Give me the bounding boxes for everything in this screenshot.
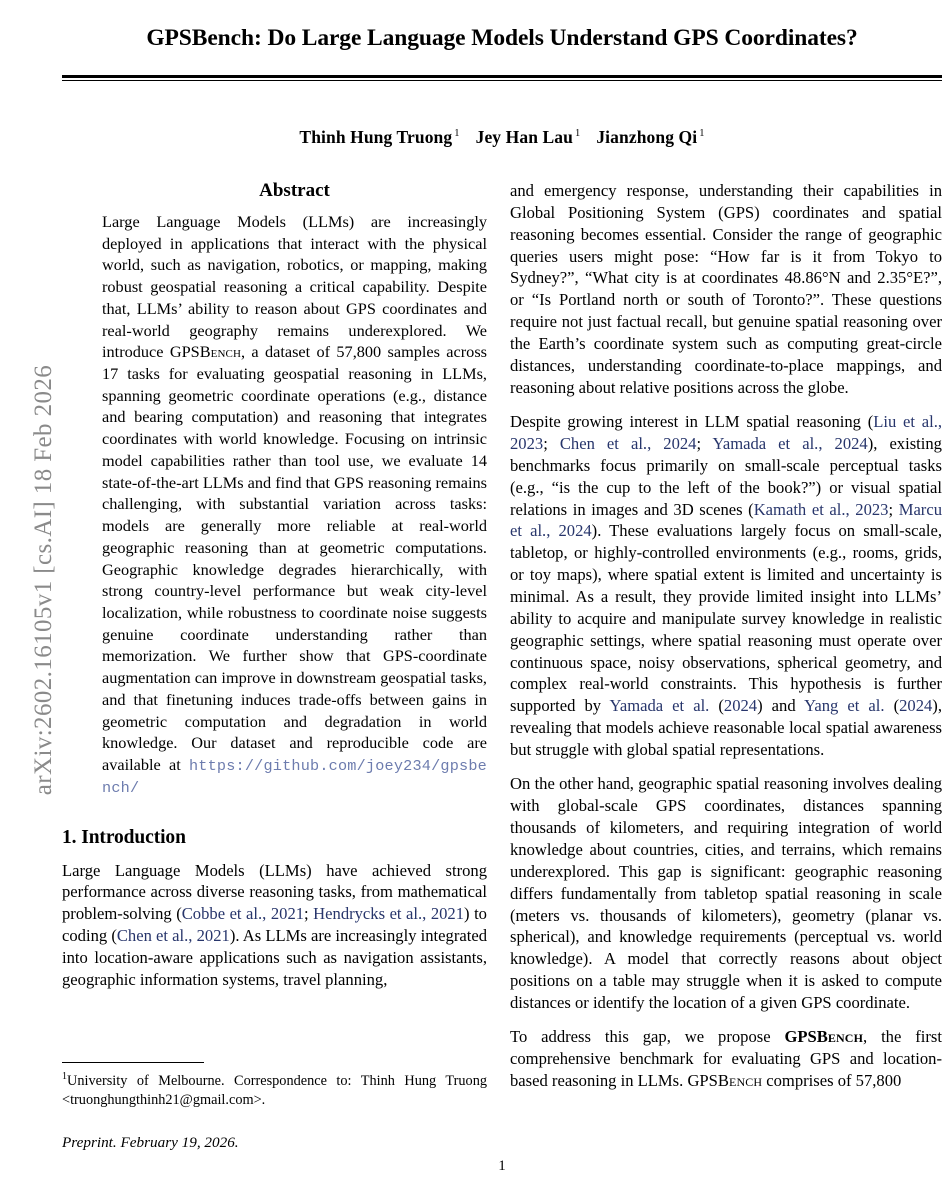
abstract-part-2: , a dataset of 57,800 samples across 17 tasks for evaluating geospatial reasoning in LLMs, spanning geometric coordinate operations (e.g., distance and bearing computation) and reasoning that integrates coordinates with world knowledge. Focusing on intrinsic model capabilities rather than tool use, we evaluate 14 state-of-the-art LLMs and find that GPS reasoning remains challenging, with substantial variation across tasks: models are generally more reliable at real-world geographic reasoning than at geometric computations. Geographic knowledge degrades hierarchically, with strong country-level performance but weak city-level localization, while robustness to coordinate noise suggests genuine coordinate understanding rather than memorization. We further show that GPS-coordinate augmentation can improve in downstream geospatial tasks, and that finetuning induces trade-offs between gains in geometric computation and degradation in world knowledge. Our dataset and reproducible code are available at [102, 342, 487, 774]
abstract-part-1: Large Language Models (LLMs) are increasingly deployed in applications that interact with the physical world, such as navigation, robotics, or mapping, making robust geospatial reasoning a critical capability. Despite that, LLMs’ ability to reason about GPS coordinates and real-world geography remains underexplored. We introduce [102, 212, 487, 362]
right-paragraph-1: and emergency response, understanding their capabilities in Global Positioning System (GPS) coordinates and spatial reasoning becomes essential. Consider the range of geographic queries users might pose: “How far is it from Tokyo to Sydney?”, “What city is at coordinates 48.86°N and 2.35°E?”, or “Is Portland north or south of Toronto?”. These questions require not just factual recall, but genuine spatial reasoning over the Earth’s coordinate system such as computing great-circle distances, understanding coordinate-to-place mappings, and reasoning about relative positions across the globe. [510, 181, 942, 397]
footnote-area [62, 1062, 487, 1152]
author-affiliation-marker: 1 [454, 127, 460, 139]
author-entry [299, 127, 459, 147]
repository-url-link[interactable]: https://github.com/joey234/gpsbench/ [102, 756, 487, 798]
footnote-marker: 1 [62, 1071, 67, 1083]
abstract-section [102, 180, 487, 799]
citation-link[interactable]: Yang et al. [804, 696, 885, 716]
footnote-text [62, 1070, 487, 1110]
author-entry [476, 127, 581, 147]
right-paragraph-2: Despite growing interest in LLM spatial reasoning (Liu et al., 2023; Chen et al., 2024; Yamada et al., 2024), existing benchmarks focus primarily on small-scale perceptual tasks (e.g., “is the cup to the left of the book?”) or visual spatial relations in images and 3D scenes (Kamath et al., 2023; Marcu et al., 2024). These evaluations largely focus on small-scale, tabletop, or highly-controlled environments (e.g., rooms, grids, or toy maps), where spatial extent is limited and uncertainty is minimal. As a result, they provide limited insight into LLMs’ ability to acquire and manipulate survey knowledge in realistic geographic settings, where spatial reasoning must operate over continuous space, noisy observations, spherical geometry, and complex real-world constraints. This hypothesis is further supported by Yamada et al. (2024) and Yang et al. (2024), revealing that models achieve reasonable local spatial awareness but struggle with global spatial representations. [510, 412, 942, 759]
footnote-divider [62, 1062, 204, 1063]
benchmark-name: GPSBench [687, 1071, 763, 1091]
paper-page [62, 0, 942, 1200]
citation-link[interactable]: Cobbe et al., 2021 [181, 904, 305, 924]
citation-link[interactable]: Marcu et al., 2024 [510, 499, 942, 541]
author-name: Jianzhong Qi [596, 126, 698, 147]
title-block [62, 0, 942, 81]
page-title: GPSBench: Do Large Language Models Understand GPS Coordinates? [146, 25, 858, 51]
author-list [62, 127, 942, 148]
author-name: Thinh Hung Truong [299, 126, 453, 147]
citation-link[interactable]: Kamath et al., 2023 [753, 499, 889, 519]
left-column [62, 180, 487, 991]
right-paragraph-3: On the other hand, geographic spatial reasoning involves dealing with global-scale GPS coordinates, distances spanning thousands of kilometers, and requiring integration of world knowledge about countries, cities, and terrains, which remains underexplored. This gap is significant: geographic reasoning differs fundamentally from tabletop spatial reasoning in scale (meters vs. thousands of kilometers), geometry (planar vs. spherical), and knowledge requirements (perceptual vs. world knowledge). A model that correctly reasons about object positions on a table may struggle when it is asked to compute distances or identify the location of a given GPS coordinate. [510, 774, 942, 1012]
author-affiliation-marker: 1 [699, 127, 705, 139]
arxiv-identifier-stamp: arXiv:2602.16105v1 [cs.AI] 18 Feb 2026 [30, 364, 57, 796]
citation-year-link[interactable]: 2024 [899, 696, 933, 716]
abstract-heading: Abstract [259, 180, 330, 201]
citation-link[interactable]: Yamada et al., 2024 [712, 433, 868, 453]
citation-link[interactable]: Yamada et al. [609, 696, 710, 716]
preprint-notice: Preprint. February 19, 2026. [62, 1133, 239, 1151]
citation-link[interactable]: Chen et al., 2024 [559, 433, 697, 453]
right-paragraph-4: To address this gap, we propose GPSBench, the first comprehensive benchmark for evaluating GPS and location-based reasoning in LLMs. GPSBench comprises of 57,800 [510, 1027, 942, 1091]
author-affiliation-marker: 1 [574, 127, 581, 139]
author-entry [596, 127, 704, 147]
right-column [510, 180, 942, 1092]
footnote-body: University of Melbourne. Correspondence to: Thinh Hung Truong <truonghungthinh21@gmail.com>. [62, 1072, 487, 1108]
benchmark-name: GPSBench [784, 1027, 864, 1047]
benchmark-name: GPSBench [169, 342, 242, 362]
introduction-heading: 1. Introduction [62, 826, 186, 848]
citation-link[interactable]: Liu et al., 2023 [510, 412, 942, 453]
abstract-text [102, 211, 487, 799]
title-divider [62, 75, 942, 80]
author-name: Jey Han Lau [475, 126, 573, 147]
citation-year-link[interactable]: 2024 [723, 696, 758, 716]
citation-link[interactable]: Hendrycks et al., 2021 [313, 904, 465, 924]
citation-link[interactable]: Chen et al., 2021 [116, 926, 230, 946]
page-number: 1 [498, 1158, 506, 1174]
introduction-paragraph-1: Large Language Models (LLMs) have achieved strong performance across diverse reasoning tasks, from mathematical problem-solving (Cobbe et al., 2021; Hendrycks et al., 2021) to coding (Chen et al., 2021). As LLMs are increasingly integrated into location-aware applications such as navigation assistants, geographic information systems, travel planning, [62, 860, 487, 989]
